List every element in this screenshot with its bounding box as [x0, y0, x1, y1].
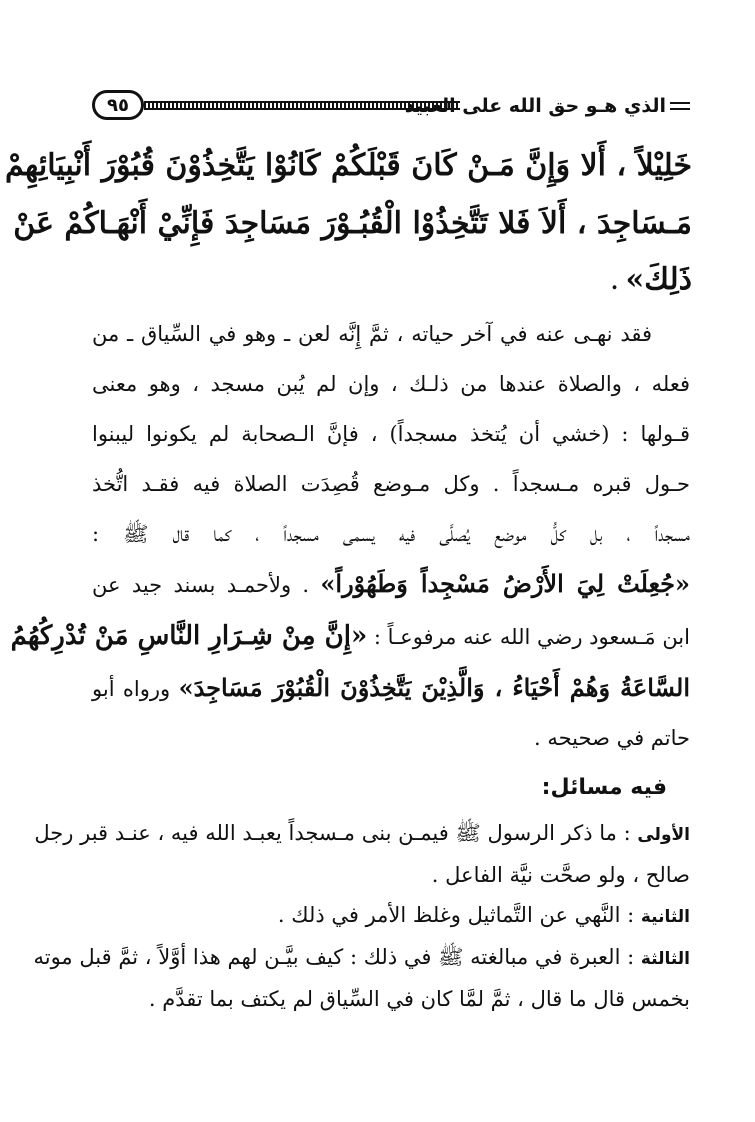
- hadith-closing: ذَلِكَ»: [625, 262, 692, 297]
- paragraph-line-6: [92, 560, 690, 608]
- paragraph-line-8: [92, 664, 690, 712]
- paragraph-line-4: حـول قبره مـسجداً . وكل مـوضع قُصِدَت الصلاة فيه فقـد اتُّخذ: [92, 472, 690, 496]
- paragraph-line-6-tail: . ولأحمـد بسند جيد عن: [92, 573, 321, 597]
- hadith-line-3: [92, 258, 692, 302]
- quoted-hadith-worst-people: «إِنَّ مِنْ شِـرَارِ النَّاسِ مَنْ تُدْرِكُهُمُ: [10, 621, 368, 651]
- paragraph-line-9: حاتم في صحيحه .: [534, 726, 690, 750]
- issue-1-line-2: صالح ، ولو صحَّت نيَّة الفاعل .: [431, 863, 690, 887]
- issue-3-text: : العبرة في مبالغته ﷺ في ذلك : كيف بيَّـن لهم هذا أوَّلاً ، ثمَّ قبل موته: [33, 945, 641, 969]
- paragraph-line-2: فعله ، والصلاة عندها من ذلـك ، وإن لم يُبن مسجد ، وهو معنى: [92, 372, 690, 396]
- paragraph-line-7-head: ابن مَـسعود رضي الله عنه مرفوعـاً :: [367, 625, 690, 649]
- quoted-hadith-continuation: السَّاعَةُ وَهُمْ أَحْيَاءُ ، وَالَّذِيْنَ يَتَّخِذُوْنَ الْقُبُوْرَ مَسَاجِدَ»: [178, 673, 690, 702]
- issue-1-label: الأولى: [637, 825, 690, 845]
- page-header: [92, 88, 690, 124]
- issue-3-label: الثالثة: [640, 949, 690, 969]
- issue-1-line-1: [34, 814, 690, 852]
- issue-3-line-1: [33, 938, 690, 976]
- issue-1-text: : ما ذكر الرسول ﷺ فيمـن بنى مـسجداً يعبـد الله فيه ، عنـد قبر رجل: [34, 821, 638, 845]
- paragraph-line-8-tail: ورواه أبو: [92, 677, 179, 701]
- page-number-badge: [92, 90, 144, 120]
- paragraph-line-5: مسجداً ، بل كلُّ موضع يُصلَّى فيه يسمى مسجداً ، كما قال ﷺ :: [92, 522, 690, 546]
- issue-3-line-2: بخمس قال ما قال ، ثمَّ لمَّا كان في السِّياق لم يكتف بما تقدَّم .: [148, 987, 690, 1011]
- issue-2-label: الثانية: [640, 907, 690, 927]
- header-dash: [670, 102, 690, 110]
- running-title: الذي هـو حق الله على العبيد: [404, 95, 666, 117]
- hadith-line-2: مَـسَاجِدَ ، أَلاَ فَلا تَتَّخِذُوْا الْقُبُـوْرَ مَسَاجِدَ فَإِنِّيْ أَنْهَـاكُمْ عَنْ: [13, 206, 692, 241]
- issues-heading: فيه مسائل:: [541, 775, 667, 800]
- hadith-closing-punct: .: [610, 269, 626, 294]
- page-number: ٩٥: [107, 94, 129, 116]
- hadith-line-1: خَلِيْلاً ، أَلا وَإِنَّ مَـنْ كَانَ قَبْلَكُمْ كَانُوْا يَتَّخِذُوْنَ قُبُوْرَ أَنْبِيَائِهِمْ: [5, 148, 692, 183]
- issue-2-text: : النَّهي عن التَّماثيل وغلظ الأمر في ذلك .: [277, 903, 641, 927]
- paragraph-line-7: [10, 612, 690, 660]
- issue-2-line: [92, 896, 690, 934]
- paragraph-line-1: فقد نهـى عنه في آخر حياته ، ثمَّ إِنَّه لعن ـ وهو في السِّياق ـ من: [92, 322, 652, 346]
- quoted-hadith-earth-mosque: «جُعِلَتْ لِيَ الأَرْضُ مَسْجِداً وَطَهُوْراً»: [320, 569, 691, 598]
- paragraph-line-3: قـولها : (خشي أن يُتخذ مسجداً) ، فإنَّ الـصحابة لم يكونوا ليبنوا: [92, 422, 690, 446]
